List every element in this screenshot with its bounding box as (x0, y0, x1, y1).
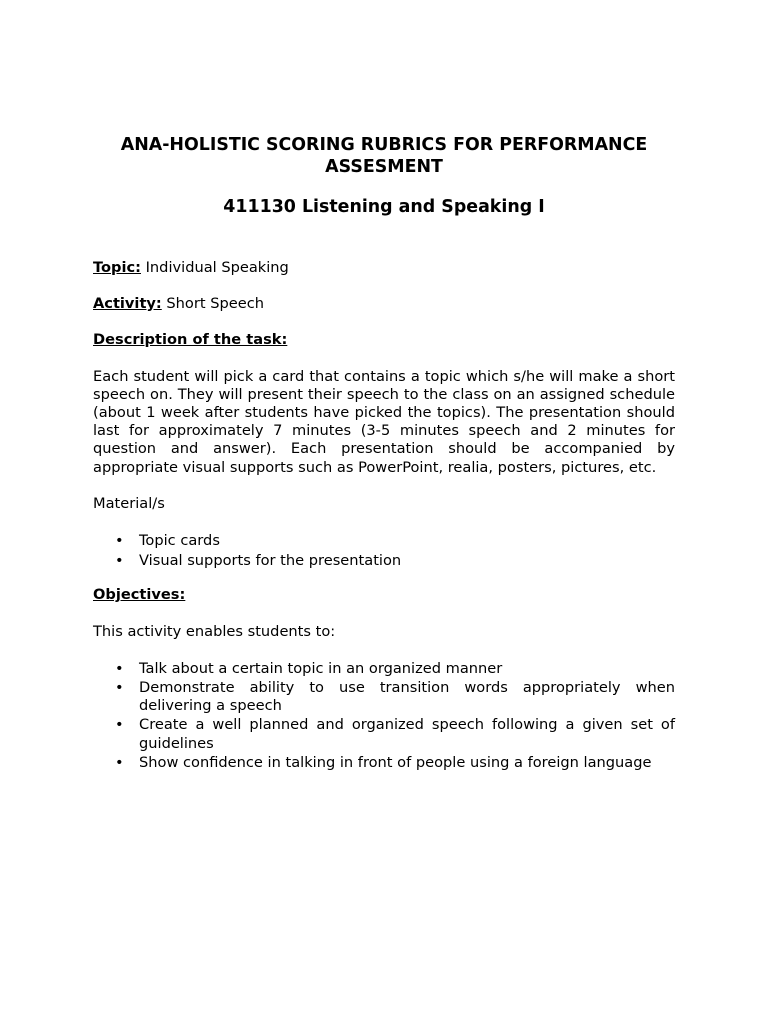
description-heading-line (93, 331, 675, 349)
bullet-icon: • (115, 716, 124, 734)
document-title: ANA-HOLISTIC SCORING RUBRICS FOR PERFORMANCE ASSESMENT (120, 135, 648, 177)
list-item (93, 716, 675, 752)
material-item: Visual supports for the presentation (139, 552, 402, 570)
objectives-heading: Objectives: (93, 586, 186, 604)
bullet-icon: • (115, 679, 124, 697)
objectives-list (93, 660, 675, 772)
topic-label: Topic: (93, 259, 141, 276)
activity-value: Short Speech (166, 295, 264, 313)
list-item (93, 552, 675, 570)
bullet-icon: • (115, 659, 124, 677)
objectives-intro: This activity enables students to: (93, 622, 336, 640)
activity-label: Activity: (93, 295, 162, 313)
list-item (93, 754, 675, 772)
course-title: 411130 Listening and Speaking I (223, 197, 545, 217)
description-heading: Description of the task: (93, 331, 288, 349)
list-item (93, 660, 675, 678)
description-text: Each student will pick a card that contains a topic which s/he will make a short speech on. They will present their speech to the class on an assigned schedule (about 1 week after students have picked the topics). The presentation should last for approximately 7 minutes (3-5 minutes speech and 2 minutes for question and answer). Each presentation should be accompanied by appropriate visual supports such as PowerPoint, realia, posters, pictures, etc. (93, 367, 675, 476)
material-item: Topic cards (139, 532, 220, 550)
list-item (93, 532, 675, 550)
list-item (93, 679, 675, 715)
bullet-icon: • (115, 753, 124, 771)
objectives-heading-line (93, 586, 675, 604)
objective-item: Demonstrate ability to use transition words appropriately when delivering a speech (139, 679, 675, 715)
activity-line (93, 295, 675, 313)
topic-line (93, 259, 675, 277)
bullet-icon: • (115, 532, 124, 550)
bullet-icon: • (115, 552, 124, 570)
objective-item: Show confidence in talking in front of people using a foreign language (139, 753, 652, 771)
objective-item: Create a well planned and organized speech following a given set of guidelines (139, 716, 675, 752)
materials-list (93, 532, 675, 570)
materials-heading: Material/s (93, 494, 165, 512)
document-content (93, 134, 675, 772)
objective-item: Talk about a certain topic in an organized manner (139, 659, 503, 677)
topic-value: Individual Speaking (145, 259, 289, 276)
